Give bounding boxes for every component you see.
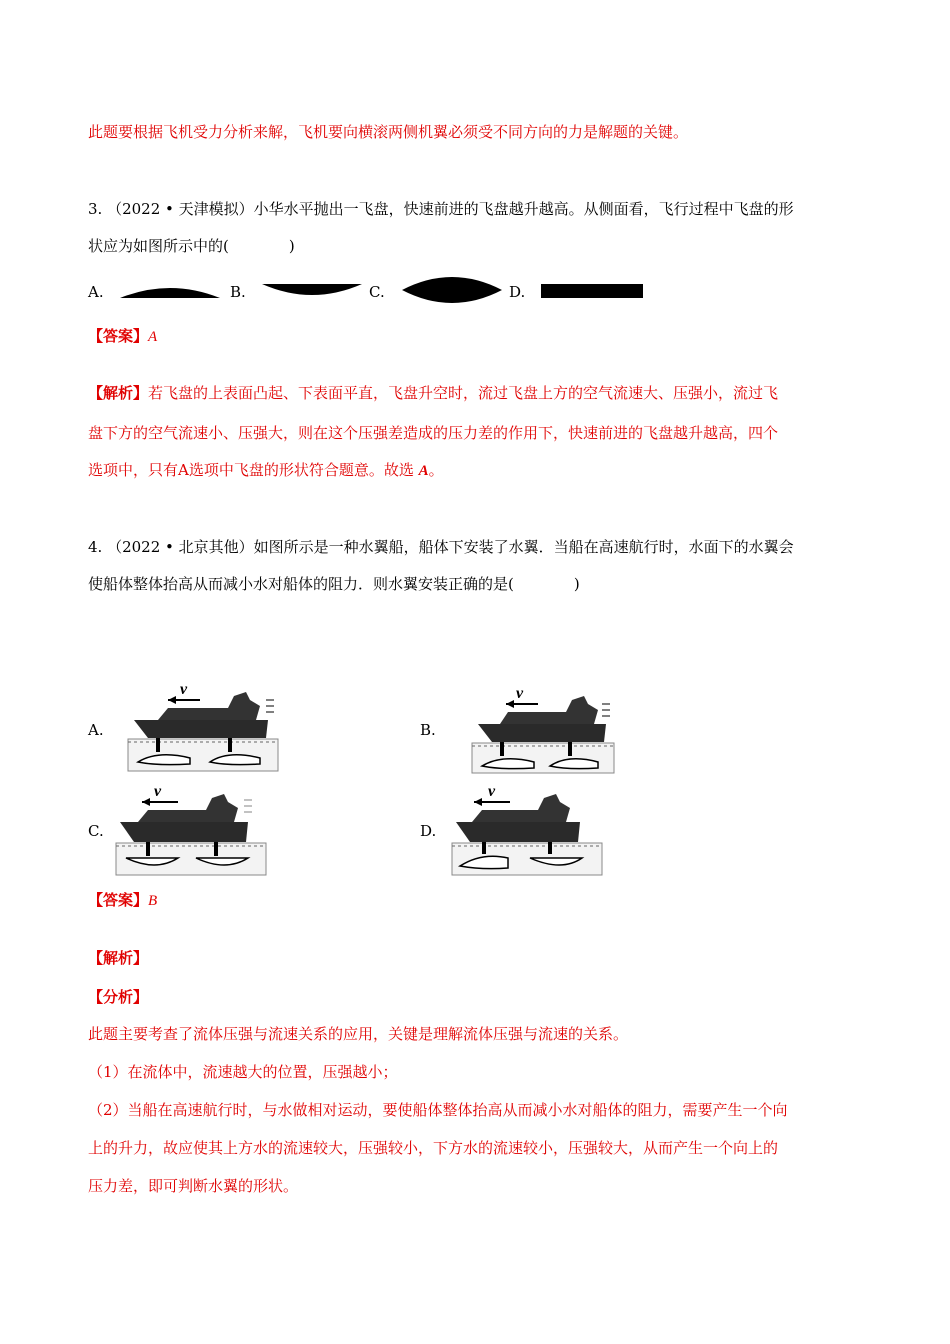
q3-answer: [88, 326, 157, 347]
q4-answer: [88, 890, 157, 911]
q3-stem-line1: 3. （2022 • 天津模拟）小华水平抛出一飞盘，快速前进的飞盘越升越高。从侧面看，飞行过程中飞盘的形: [88, 200, 794, 218]
q3-option-a-label: A.: [88, 283, 104, 301]
velocity-arrow-icon: [142, 783, 178, 806]
q4-point-2-line1: （2）当船在高速航行时，与水做相对运动，要使船体整体抬高从而减小水对船体的阻力，需要产生一个向: [88, 1101, 788, 1119]
q3-analysis-text3: 选项中，只有A选项中飞盘的形状符合题意。故选: [88, 461, 419, 479]
q4-option-d-label: D.: [420, 822, 437, 840]
q3-analysis-choice: A: [418, 463, 429, 479]
q4-option-c-label: C.: [88, 822, 104, 840]
velocity-arrow-icon: [168, 681, 200, 704]
q3-analysis-line1: [88, 383, 778, 403]
velocity-label: v: [516, 685, 524, 702]
q3-analysis-line3: [88, 460, 444, 481]
q3-analysis-label: 【解析】: [88, 384, 149, 402]
q2-conclusion: 此题要根据飞机受力分析来解，飞机要向横滚两侧机翼必须受不同方向的力是解题的关键。: [88, 123, 689, 141]
q4-boat-figure-d: [452, 778, 604, 878]
q3-analysis-end: 。: [428, 461, 444, 479]
q4-answer-value: B: [148, 893, 158, 909]
q4-option-a-label: A.: [88, 721, 104, 739]
q4-option-b-label: B.: [420, 721, 436, 739]
q3-option-b-disc: [260, 282, 364, 298]
q3-option-d-label: D.: [509, 283, 526, 301]
q3-option-b-label: B.: [230, 283, 246, 301]
velocity-label: v: [154, 783, 162, 800]
q4-point-1: （1）在流体中，流速越大的位置，压强越小；: [88, 1063, 398, 1081]
velocity-label: v: [180, 681, 188, 698]
q3-stem-line2: 状应为如图所示中的( ): [88, 237, 295, 255]
q3-answer-value: A: [148, 329, 158, 345]
velocity-arrow-icon: [474, 783, 510, 806]
q4-analysis-heading: 【解析】: [88, 949, 149, 967]
q3-option-d-disc: [541, 284, 643, 298]
q3-option-a-disc: [118, 284, 222, 300]
q4-point-2-line2: 上的升力，故应使其上方水的流速较大，压强较小，下方水的流速较小，压强较大，从而产生一个向上的: [88, 1139, 779, 1157]
q4-fenxi-text: 此题主要考查了流体压强与流速关系的应用，关键是理解流体压强与流速的关系。: [88, 1025, 629, 1043]
q4-point-2-line3: 压力差，即可判断水翼的形状。: [88, 1177, 299, 1195]
q4-stem-line2: 使船体整体抬高从而减小水对船体的阻力．则水翼安装正确的是( ): [88, 575, 580, 593]
q3-answer-label: 【答案】: [88, 327, 149, 345]
velocity-arrow-icon: [506, 685, 538, 708]
q4-boat-figure-b: [472, 680, 624, 780]
q4-stem-line1: 4. （2022 • 北京其他）如图所示是一种水翼船，船体下安装了水翼．当船在高速航行时，水面下的水翼会: [88, 538, 794, 556]
q4-boat-figure-a: [128, 676, 280, 776]
q3-option-c-disc: [400, 276, 504, 304]
q3-option-c-label: C.: [369, 283, 385, 301]
q3-analysis-line2: 盘下方的空气流速小、压强大，则在这个压强差造成的压力差的作用下，快速前进的飞盘越升越高，四个: [88, 424, 779, 442]
q3-analysis-text1: 若飞盘的上表面凸起、下表面平直，飞盘升空时，流过飞盘上方的空气流速大、压强小，流过飞: [148, 384, 779, 402]
q4-fenxi-heading: 【分析】: [88, 988, 149, 1006]
q4-answer-label: 【答案】: [88, 891, 149, 909]
q4-boat-figure-c: [116, 778, 268, 878]
velocity-label: v: [488, 783, 496, 800]
